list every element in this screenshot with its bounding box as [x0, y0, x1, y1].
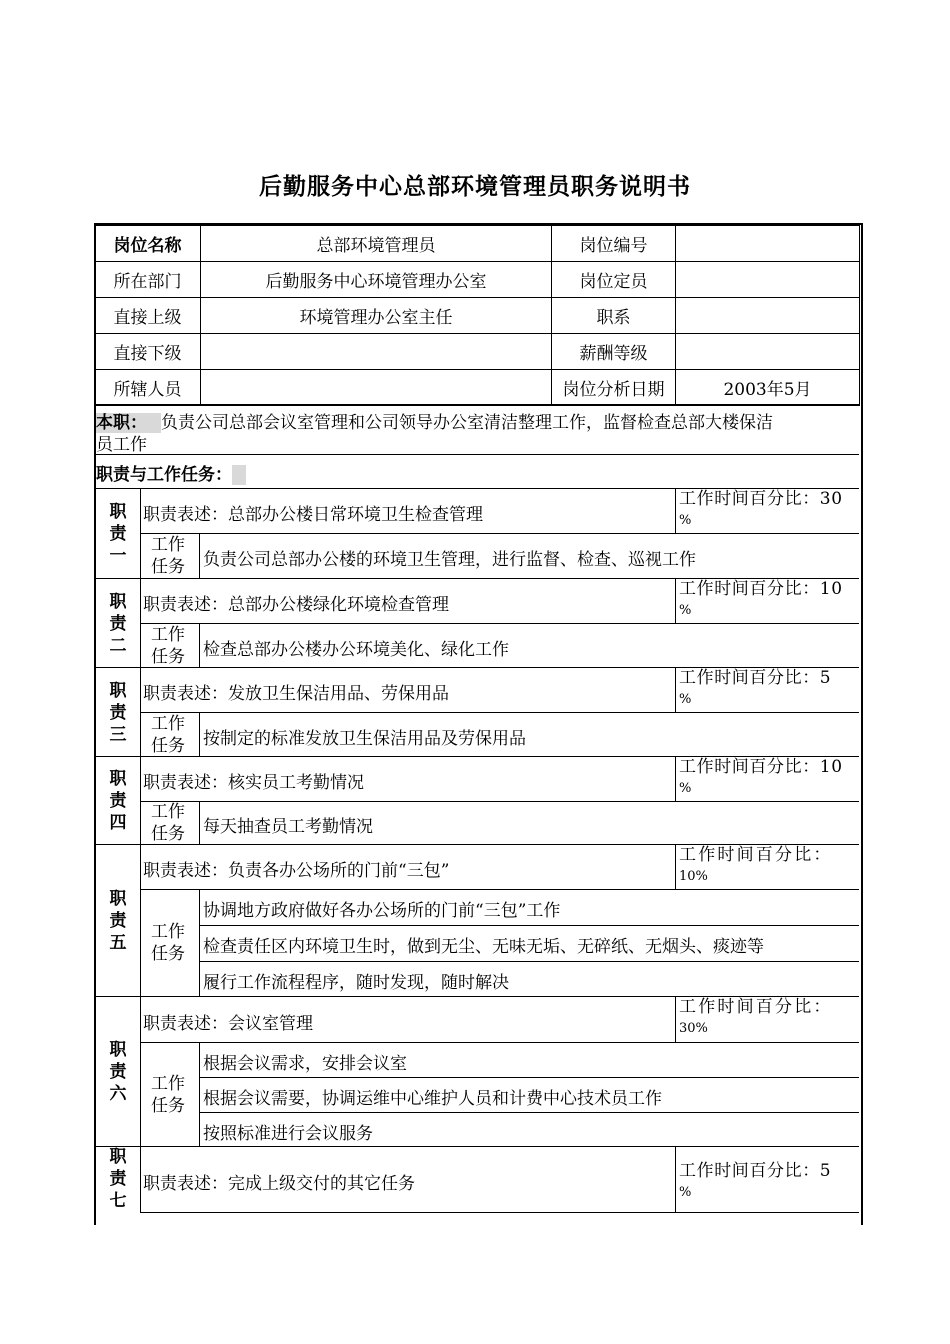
task-item: 负责公司总部办公楼的环境卫生管理，进行监督、检查、巡视工作	[203, 550, 696, 570]
time-percentage-line1: 工作时间百分比：5	[679, 668, 832, 688]
duty-description: 职责表述：核实员工考勤情况	[143, 773, 364, 793]
time-percentage-line2: %	[679, 513, 692, 528]
duty-label: 职责二	[109, 591, 127, 656]
column-divider	[675, 1147, 676, 1213]
duty-label: 职责七	[109, 1147, 127, 1211]
column-divider	[675, 845, 676, 889]
column-divider	[675, 489, 676, 533]
task-label: 工作任务	[151, 535, 185, 577]
time-percentage-line1: 工作时间百分比：5	[679, 1161, 832, 1181]
subordinate-label: 直接下级	[95, 334, 201, 370]
benzhi-label: 本职：	[96, 413, 147, 433]
duty-label: 职责五	[109, 889, 127, 953]
column-divider	[199, 801, 200, 845]
time-percentage-line2: %	[679, 603, 692, 618]
staff-label: 所辖人员	[95, 370, 201, 406]
column-divider	[199, 1042, 200, 1147]
time-percentage-line1: 工作时间百分比：30	[679, 489, 843, 509]
column-divider	[199, 712, 200, 757]
duty-description: 职责表述：完成上级交付的其它任务	[143, 1174, 415, 1194]
column-divider	[675, 997, 676, 1042]
analysis-date-value: 2003年5月	[676, 370, 860, 406]
column-divider	[140, 845, 141, 997]
bottom-border	[140, 1212, 859, 1213]
task-item: 协调地方政府做好各办公场所的门前“三包”工作	[203, 901, 561, 921]
duty-section	[94, 1146, 859, 1212]
column-divider	[675, 579, 676, 623]
position-name-label: 岗位名称	[95, 226, 201, 262]
task-label: 工作任务	[151, 922, 185, 964]
time-percentage-line2: %	[679, 781, 692, 796]
column-divider	[675, 757, 676, 801]
task-item: 根据会议需求，安排会议室	[203, 1053, 407, 1074]
department-label: 所在部门	[95, 262, 201, 298]
task-item: 履行工作流程程序，随时发现，随时解决	[203, 973, 509, 993]
headcount-label: 岗位定员	[552, 262, 676, 298]
row-divider	[140, 1042, 859, 1043]
time-percentage	[679, 757, 857, 799]
pay-grade-label: 薪酬等级	[552, 334, 676, 370]
task-label: 工作任务	[151, 713, 185, 756]
benzhi-text-line1: 负责公司总部会议室管理和公司领导办公室清洁整理工作，监督检查总部大楼保洁	[161, 413, 773, 433]
position-name-value: 总部环境管理员	[201, 226, 552, 262]
row-divider	[140, 889, 859, 890]
time-percentage	[679, 1161, 857, 1203]
duty-section	[94, 996, 859, 1146]
duty-description: 职责表述：会议室管理	[143, 1013, 313, 1034]
job-family-label: 职系	[552, 298, 676, 334]
task-item: 检查总部办公楼办公环境美化、绿化工作	[203, 639, 509, 660]
benzhi-block	[94, 404, 859, 454]
analysis-date-label: 岗位分析日期	[552, 370, 676, 406]
row-divider	[199, 1077, 859, 1078]
time-percentage	[679, 997, 857, 1039]
row-divider	[140, 533, 859, 534]
column-divider	[199, 623, 200, 668]
time-percentage	[679, 579, 857, 621]
duty-description: 职责表述：总部办公楼绿化环境检查管理	[143, 595, 449, 615]
duty-section	[94, 756, 859, 844]
row-divider	[199, 925, 859, 926]
column-divider	[140, 489, 141, 579]
task-item: 按制定的标准发放卫生保洁用品及劳保用品	[203, 728, 526, 749]
row-divider	[199, 961, 859, 962]
superior-label: 直接上级	[95, 298, 201, 334]
task-item: 检查责任区内环境卫生时，做到无尘、无味无垢、无碎纸、无烟头、痰迹等	[203, 937, 764, 957]
superior-value: 环境管理办公室主任	[201, 298, 552, 334]
column-divider	[140, 997, 141, 1147]
time-percentage	[679, 668, 857, 710]
task-item: 根据会议需要，协调运维中心维护人员和计费中心技术员工作	[203, 1088, 662, 1109]
time-percentage-line1: 工作时间百分比：10	[679, 757, 843, 777]
row-divider	[140, 801, 859, 802]
task-label: 工作任务	[151, 624, 185, 667]
column-divider	[199, 889, 200, 997]
task-item: 按照标准进行会议服务	[203, 1123, 373, 1144]
department-value: 后勤服务中心环境管理办公室	[201, 262, 552, 298]
duty-label: 职责一	[109, 502, 127, 566]
time-percentage-line1: 工作时间百分比：	[679, 845, 833, 865]
duty-description: 职责表述：负责各办公场所的门前“三包”	[143, 861, 450, 881]
duty-label: 职责四	[109, 769, 127, 833]
row-divider	[140, 623, 859, 624]
time-percentage-line2: 30%	[679, 1021, 708, 1036]
time-percentage	[679, 845, 857, 887]
duty-section	[94, 488, 859, 578]
column-divider	[675, 668, 676, 712]
task-item: 每天抽查员工考勤情况	[203, 817, 373, 837]
page-title: 后勤服务中心总部环境管理员职务说明书	[259, 174, 691, 200]
row-divider	[140, 712, 859, 713]
duty-section	[94, 578, 859, 667]
duties-header: 职责与工作任务：	[96, 465, 232, 485]
column-divider	[140, 1147, 141, 1213]
duty-label: 职责六	[109, 1040, 127, 1104]
time-percentage-line1: 工作时间百分比：	[679, 997, 833, 1017]
time-percentage-line2: 10%	[679, 869, 708, 884]
duty-label: 职责三	[109, 680, 127, 745]
time-percentage-line1: 工作时间百分比：10	[679, 579, 843, 599]
duty-section	[94, 667, 859, 756]
time-percentage	[679, 489, 857, 531]
duty-description: 职责表述：发放卫生保洁用品、劳保用品	[143, 684, 449, 704]
duty-description: 职责表述：总部办公楼日常环境卫生检查管理	[143, 505, 483, 525]
task-label: 工作任务	[151, 802, 185, 844]
time-percentage-line2: %	[679, 692, 692, 707]
column-divider	[199, 533, 200, 579]
duties-header-block	[94, 454, 859, 488]
position-code-label: 岗位编号	[552, 226, 676, 262]
row-divider	[199, 1112, 859, 1113]
task-label: 工作任务	[151, 1073, 185, 1116]
time-percentage-line2: %	[679, 1185, 692, 1200]
benzhi-text-line2: 员工作	[96, 435, 147, 455]
duty-section	[94, 844, 859, 996]
